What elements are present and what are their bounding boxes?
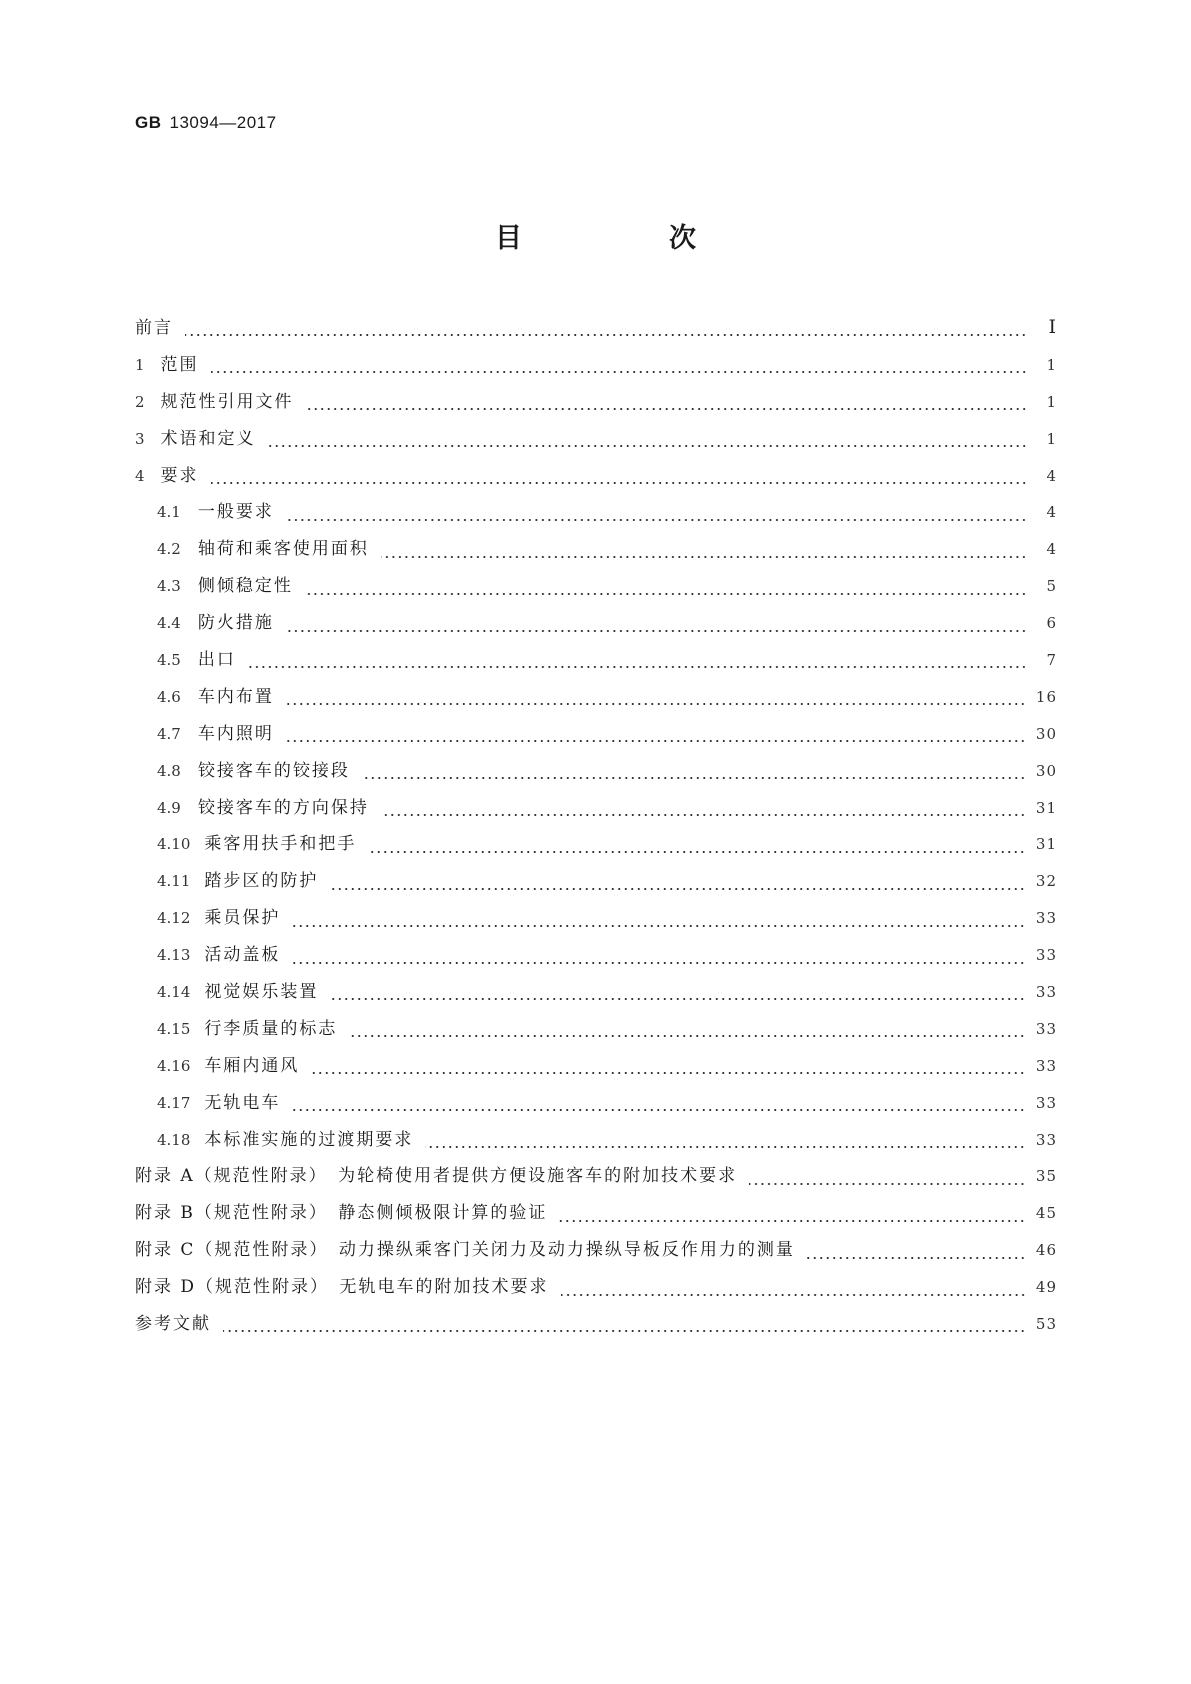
- dot-leader: [311, 1071, 1026, 1075]
- toc-entry-number: 4.18: [157, 1130, 191, 1149]
- toc-entry-label: 要求: [160, 465, 199, 486]
- dot-leader: [292, 961, 1026, 965]
- toc-entry-number: 4.5: [157, 651, 181, 670]
- toc-entry-page: 16: [1035, 687, 1057, 706]
- toc-entry-page: 49: [1035, 1278, 1057, 1297]
- toc-entry[interactable]: [135, 387, 1057, 424]
- toc-entry[interactable]: [135, 350, 1057, 387]
- toc-entry-number: 4.8: [157, 761, 181, 780]
- toc-entry-label: 附录 D（规范性附录） 无轨电车的附加技术要求: [135, 1277, 549, 1298]
- dot-leader: [286, 629, 1027, 633]
- dot-leader: [381, 813, 1026, 817]
- toc-entry[interactable]: [135, 756, 1057, 793]
- toc-entry[interactable]: [135, 608, 1057, 645]
- toc-entry-number: 4.14: [157, 983, 191, 1002]
- toc-entry-label: 附录 B（规范性附录） 静态侧倾极限计算的验证: [135, 1203, 548, 1224]
- toc-entry-number: 2: [135, 392, 145, 411]
- dot-leader: [292, 1108, 1026, 1112]
- standard-number: 13094—2017: [169, 113, 277, 132]
- toc-entry-label: 本标准实施的过渡期要求: [204, 1129, 414, 1150]
- toc-entry-label: 踏步区的防护: [204, 871, 319, 892]
- standard-code: [135, 113, 277, 133]
- toc-entry-label: 参考文献: [135, 1314, 211, 1335]
- toc-entry-page: 1: [1046, 392, 1057, 411]
- toc-entry-label: 车内照明: [197, 723, 274, 744]
- dot-leader: [306, 407, 1027, 411]
- dot-leader: [559, 1219, 1026, 1223]
- toc-entry-number: 4.10: [157, 835, 191, 854]
- toc-entry-label: 范围: [160, 354, 199, 375]
- dot-leader: [185, 333, 1027, 337]
- toc-entry-label: 铰接客车的铰接段: [197, 760, 350, 781]
- toc-entry-label: 出口: [197, 650, 236, 671]
- table-of-contents: [135, 313, 1057, 1346]
- toc-entry[interactable]: [135, 461, 1057, 498]
- toc-entry-label: 一般要求: [197, 502, 274, 523]
- toc-entry[interactable]: [135, 313, 1057, 350]
- toc-entry[interactable]: [135, 903, 1057, 940]
- toc-entry-label: 附录 A（规范性附录） 为轮椅使用者提供方便设施客车的附加技术要求: [135, 1166, 738, 1187]
- dot-leader: [211, 481, 1027, 485]
- toc-entry-page: 33: [1035, 1130, 1057, 1149]
- toc-entry-page: 33: [1035, 1056, 1057, 1075]
- toc-entry-number: 4.7: [157, 724, 181, 743]
- dot-leader: [561, 1293, 1026, 1297]
- toc-entry[interactable]: [135, 571, 1057, 608]
- toc-entry-number: 4.1: [157, 503, 181, 522]
- toc-entry-number: 4.2: [157, 540, 181, 559]
- toc-entry-label: 前言: [135, 318, 173, 338]
- dot-leader: [248, 665, 1027, 669]
- toc-entry-page: 1: [1046, 355, 1057, 374]
- toc-entry[interactable]: [135, 940, 1057, 977]
- dot-leader: [330, 997, 1026, 1001]
- toc-entry-page: 33: [1035, 909, 1057, 928]
- toc-entry-label: 无轨电车: [204, 1092, 281, 1113]
- toc-entry-label: 视觉娱乐装置: [204, 982, 319, 1003]
- toc-entry-number: 4.15: [157, 1019, 191, 1038]
- toc-entry-number: 4.16: [157, 1056, 191, 1075]
- toc-entry-label: 行李质量的标志: [204, 1018, 338, 1039]
- toc-entry-number: 4: [135, 466, 145, 485]
- toc-entry-page: 46: [1035, 1241, 1057, 1260]
- dot-leader: [807, 1256, 1026, 1260]
- dot-leader: [305, 592, 1027, 596]
- toc-entry[interactable]: [135, 1051, 1057, 1088]
- toc-entry-number: 4.6: [157, 687, 181, 706]
- dot-leader: [286, 518, 1027, 522]
- toc-entry-page: 33: [1035, 946, 1057, 965]
- toc-entry-page: 33: [1035, 1093, 1057, 1112]
- toc-entry-label: 术语和定义: [160, 428, 256, 449]
- dot-leader: [749, 1182, 1026, 1186]
- toc-entry-number: 3: [135, 429, 145, 448]
- toc-entry-label: 防火措施: [197, 613, 274, 634]
- toc-entry[interactable]: [135, 497, 1057, 534]
- dot-leader: [211, 370, 1027, 374]
- dot-leader: [381, 555, 1027, 559]
- toc-entry[interactable]: [135, 1014, 1057, 1051]
- dot-leader: [286, 702, 1026, 706]
- page-title: 目 次: [495, 223, 756, 254]
- toc-entry-label: 乘客用扶手和把手: [204, 834, 357, 855]
- toc-entry[interactable]: [135, 1309, 1057, 1346]
- dot-leader: [425, 1145, 1026, 1149]
- toc-entry-page: 31: [1035, 835, 1057, 854]
- toc-entry-page: 4: [1046, 503, 1057, 522]
- toc-entry[interactable]: [135, 1161, 1057, 1198]
- toc-entry-page: 4: [1046, 466, 1057, 485]
- toc-entry[interactable]: [135, 424, 1057, 461]
- toc-entry[interactable]: [135, 1088, 1057, 1125]
- toc-entry-page: 31: [1035, 798, 1057, 817]
- toc-entry-page: 5: [1046, 577, 1057, 596]
- toc-entry[interactable]: [135, 829, 1057, 866]
- toc-entry-number: 4.4: [157, 614, 181, 633]
- toc-entry[interactable]: [135, 1235, 1057, 1272]
- toc-entry-page: 33: [1035, 1019, 1057, 1038]
- toc-entry-label: 附录 C（规范性附录） 动力操纵乘客门关闭力及动力操纵导板反作用力的测量: [135, 1240, 795, 1261]
- toc-entry-page: 45: [1035, 1204, 1057, 1223]
- toc-entry-page: 30: [1035, 761, 1057, 780]
- toc-entry-label: 乘员保护: [204, 908, 281, 929]
- toc-entry[interactable]: [135, 719, 1057, 756]
- toc-entry[interactable]: [135, 1125, 1057, 1162]
- toc-entry-page: 4: [1046, 540, 1057, 559]
- toc-entry[interactable]: [135, 645, 1057, 682]
- dot-leader: [286, 739, 1026, 743]
- dot-leader: [330, 887, 1026, 891]
- toc-entry-page: 32: [1035, 872, 1057, 891]
- toc-entry-number: 1: [135, 355, 145, 374]
- dot-leader: [362, 776, 1026, 780]
- toc-entry-page: 53: [1035, 1315, 1057, 1334]
- toc-entry-number: 4.3: [157, 577, 181, 596]
- toc-entry-label: 规范性引用文件: [160, 391, 294, 412]
- toc-entry-page: 33: [1035, 983, 1057, 1002]
- toc-entry-label: 铰接客车的方向保持: [197, 797, 369, 818]
- toc-entry-label: 车厢内通风: [204, 1055, 300, 1076]
- dot-leader: [292, 924, 1026, 928]
- dot-leader: [268, 444, 1027, 448]
- toc-entry-label: 车内布置: [197, 686, 274, 707]
- dot-leader: [349, 1034, 1026, 1038]
- toc-entry-page: 1: [1046, 429, 1057, 448]
- toc-entry[interactable]: [135, 1198, 1057, 1235]
- toc-entry-number: 4.11: [157, 872, 191, 891]
- dot-leader: [223, 1329, 1026, 1333]
- toc-entry[interactable]: [135, 1272, 1057, 1309]
- toc-entry[interactable]: [135, 866, 1057, 903]
- toc-entry[interactable]: [135, 977, 1057, 1014]
- toc-entry[interactable]: [135, 534, 1057, 571]
- dot-leader: [368, 850, 1026, 854]
- toc-entry[interactable]: [135, 793, 1057, 830]
- toc-entry-page: Ⅰ: [1048, 316, 1057, 338]
- toc-entry-number: 4.13: [157, 946, 191, 965]
- toc-entry-page: 35: [1035, 1167, 1057, 1186]
- toc-entry[interactable]: [135, 682, 1057, 719]
- toc-entry-label: 侧倾稳定性: [197, 576, 293, 597]
- standard-prefix: GB: [135, 113, 162, 132]
- toc-entry-number: 4.12: [157, 909, 191, 928]
- toc-entry-page: 30: [1035, 724, 1057, 743]
- toc-entry-page: 6: [1046, 614, 1057, 633]
- toc-entry-number: 4.17: [157, 1093, 191, 1112]
- toc-entry-label: 轴荷和乘客使用面积: [197, 539, 369, 560]
- toc-entry-number: 4.9: [157, 798, 181, 817]
- toc-entry-page: 7: [1046, 651, 1057, 670]
- toc-entry-label: 活动盖板: [204, 945, 281, 966]
